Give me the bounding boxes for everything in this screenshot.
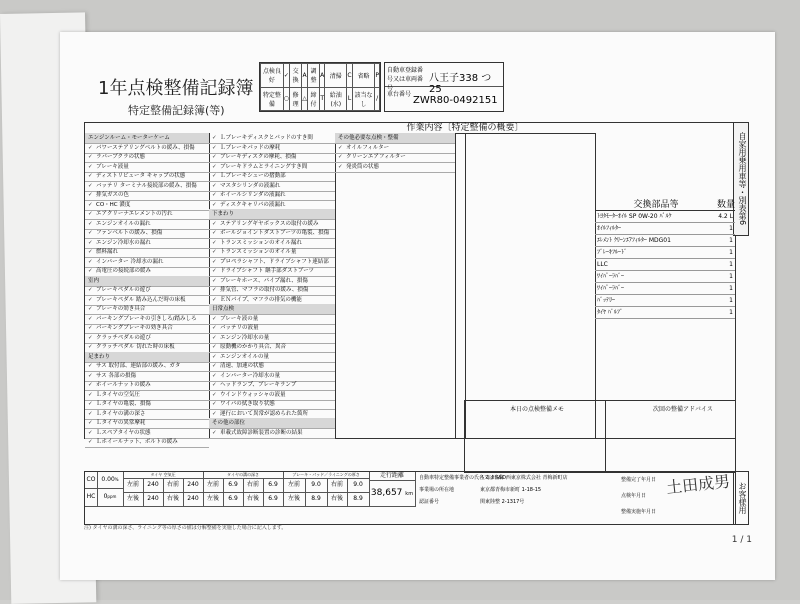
part-qty: 1 xyxy=(729,247,733,258)
memo-today-label: 本日の点検整備メモ xyxy=(510,404,564,413)
tire-lf-pressure: 240 xyxy=(143,478,164,493)
check-mark-icon: ✓ xyxy=(88,219,94,229)
tire-rr-pressure: 240 xyxy=(183,492,204,507)
legend-symbol: ○ xyxy=(283,87,289,111)
part-qty: 1 xyxy=(729,271,733,282)
check-mark-icon: ✓ xyxy=(88,228,94,238)
check-mark-icon: ✓ xyxy=(88,238,94,248)
legend-term: 調整 xyxy=(307,64,319,88)
check-item: ✓ Ｌブレーキパッドの摩耗 xyxy=(209,143,335,154)
check-item: ✓ ブレーキ液量 xyxy=(85,162,209,173)
check-mark-icon: ✓ xyxy=(88,437,94,447)
check-mark-icon: ✓ xyxy=(212,228,218,238)
legend-term: 交換 xyxy=(289,64,301,88)
check-item: ✓ 高電圧の接続部の緩み xyxy=(85,266,209,277)
check-item: ✓ 運行において異常が認められた箇所 xyxy=(209,409,335,420)
chassis-number: ZWR80-0492151 xyxy=(413,95,498,106)
part-qty: 1 xyxy=(729,223,733,234)
check-mark-icon: ✓ xyxy=(88,152,94,162)
check-item: ✓ Ｌブレーキディスクとパッドのすき間 xyxy=(209,133,335,144)
co-value: 0.00% xyxy=(97,472,124,489)
shop-address: 東京都青梅市新町 1-18-15 xyxy=(480,486,541,493)
check-item: ✓ Ｌスペアタイヤの状態 xyxy=(85,428,209,439)
check-mark-icon: ✓ xyxy=(212,162,218,172)
legend-term: 修理 xyxy=(289,87,301,111)
tire-rr-label: 右後 xyxy=(163,492,184,507)
check-item: ✓ ラバーブクラの状態 xyxy=(85,152,209,163)
memo-next-label: 次回の整備アドバイス xyxy=(653,404,713,413)
part-name: ﾜｲﾊﾟｰﾗﾊﾞｰ xyxy=(597,271,624,282)
legend-symbol: L xyxy=(347,87,352,111)
col-brakes xyxy=(209,133,336,438)
parts-table xyxy=(595,197,735,319)
check-mark-icon: ✓ xyxy=(212,285,218,295)
part-name: ﾜｲﾊﾟｰﾗﾊﾞｰ xyxy=(597,283,624,294)
part-qty: 1 xyxy=(729,283,733,294)
check-item: ✓ Ｌタイヤの異常摩耗 xyxy=(85,418,209,429)
depth-lf-label: 左前 xyxy=(203,478,224,493)
check-mark-icon: ✓ xyxy=(88,342,94,352)
part-name: ﾄﾖﾀﾓｰﾀｰｵｲﾙ SP 0W-20 ﾊﾟﾙｸ xyxy=(597,211,671,222)
check-item: ✓ ブレーキホース、パイプ漏れ、損傷 xyxy=(209,276,335,287)
shop-addr-label: 事業場の所在地 xyxy=(419,486,454,493)
check-item: ✓ ブレーキドラムとライニングすき間 xyxy=(209,162,335,173)
legend-term: 給油(水) xyxy=(325,87,347,111)
check-mark-icon: ✓ xyxy=(338,143,344,153)
brake-lf-label: 左前 xyxy=(283,478,306,493)
check-item: ✓ ホイールシリンダの液漏れ xyxy=(209,190,335,201)
check-mark-icon: ✓ xyxy=(88,143,94,153)
part-qty: 4.2 L xyxy=(718,211,733,222)
tire-lr-label: 左後 xyxy=(123,492,144,507)
check-mark-icon: ✓ xyxy=(88,409,94,419)
check-item: ✓ ステアリングギヤボックスの取付の緩み xyxy=(209,219,335,230)
page-subtitle: 特定整備記録簿(等) xyxy=(128,102,225,118)
brake-rr: 8.9 xyxy=(347,492,370,507)
parts-header: 交換部品等 xyxy=(595,197,717,210)
part-row xyxy=(595,223,735,235)
check-mark-icon: ✓ xyxy=(212,361,218,371)
legend-symbol: A xyxy=(320,64,325,88)
check-mark-icon: ✓ xyxy=(212,276,218,286)
check-item: ✓ ドライブシャフト 継手部ダストブーツ xyxy=(209,266,335,277)
check-item: ✓ トランスミッションのオイル量 xyxy=(209,247,335,258)
completion-date-label: 整備完了年月日 xyxy=(621,476,656,483)
brake-lr: 8.9 xyxy=(305,492,328,507)
check-mark-icon: ✓ xyxy=(212,219,218,229)
check-mark-icon: ✓ xyxy=(88,371,94,381)
legend-term: 特定整備 xyxy=(261,87,284,111)
check-item: ✓ ファンベルトの緩み、損傷 xyxy=(85,228,209,239)
check-mark-icon: ✓ xyxy=(88,333,94,343)
brake-rr-label: 右後 xyxy=(327,492,348,507)
check-item: ✓ ブレーキ液の量 xyxy=(209,314,335,325)
check-mark-icon: ✓ xyxy=(88,162,94,172)
part-row xyxy=(595,307,735,319)
legend-symbol: C xyxy=(347,64,352,88)
check-mark-icon: ✓ xyxy=(88,390,94,400)
check-item: ✓ CO・HC 濃度 xyxy=(85,200,209,211)
check-mark-icon: ✓ xyxy=(212,428,218,438)
brake-rf: 9.0 xyxy=(347,478,370,493)
check-mark-icon: ✓ xyxy=(88,209,94,219)
part-qty: 1 xyxy=(729,259,733,270)
check-mark-icon: ✓ xyxy=(88,200,94,210)
part-name: ｵｲﾙﾌｨﾙﾀｰ xyxy=(597,223,621,234)
legend-symbol: ✓ xyxy=(283,64,289,88)
check-item: ✓ クリーンエアフィルター xyxy=(335,152,455,163)
check-mark-icon: ✓ xyxy=(88,181,94,191)
col-engine xyxy=(85,133,210,438)
brake-lf: 9.0 xyxy=(305,478,328,493)
check-mark-icon: ✓ xyxy=(88,304,94,314)
reg-label: 自動車登録番号又は車両番号 xyxy=(387,65,423,92)
part-qty: 1 xyxy=(729,235,733,246)
part-row xyxy=(595,247,735,259)
depth-lr: 6.9 xyxy=(223,492,244,507)
check-mark-icon: ✓ xyxy=(212,295,218,305)
check-mark-icon: ✓ xyxy=(212,352,218,362)
check-mark-icon: ✓ xyxy=(88,257,94,267)
part-row xyxy=(595,211,735,223)
inspection-date-label: 点検年月日 xyxy=(621,492,646,499)
check-mark-icon: ✓ xyxy=(88,190,94,200)
check-item: ✓ ホイールナットの緩み xyxy=(85,380,209,391)
check-item: ✓ エンジンオイルの量 xyxy=(209,352,335,363)
depth-lf: 6.9 xyxy=(223,478,244,493)
legend-symbol: A xyxy=(302,64,308,88)
check-mark-icon: ✓ xyxy=(212,133,218,143)
check-mark-icon: ✓ xyxy=(212,399,218,409)
part-row xyxy=(595,295,735,307)
section-header: 日常点検 xyxy=(209,304,335,315)
part-row xyxy=(595,283,735,295)
check-item: ✓ エンジン冷却水の量 xyxy=(209,333,335,344)
check-item: ✓ ブレーキペダル 踏み込んだ時の床板 xyxy=(85,295,209,306)
check-item: ✓ クラッチペダル 切れた時の床板 xyxy=(85,342,209,353)
check-mark-icon: ✓ xyxy=(212,171,218,181)
legend-term: 省略 xyxy=(352,64,375,88)
section-header: 下まわり xyxy=(209,209,335,220)
legend-symbol: △ xyxy=(302,87,308,111)
check-mark-icon: ✓ xyxy=(212,257,218,267)
page-title: 1年点検整備記録簿 xyxy=(98,74,253,100)
legend-symbol: T xyxy=(320,87,325,111)
check-item: ✓ インバーター冷却水の量 xyxy=(209,371,335,382)
check-item: ✓ ディスクキャリパの液漏れ xyxy=(209,200,335,211)
check-item: ✓ ＥＮパイプ、マフラの排気の機能 xyxy=(209,295,335,306)
cert-number: 関東陸整 2-1317号 xyxy=(480,498,524,505)
check-item: ✓ インバーター 冷却水の漏れ xyxy=(85,257,209,268)
symbol-legend xyxy=(259,62,381,112)
check-mark-icon: ✓ xyxy=(212,266,218,276)
check-item: ✓ エンジン冷却水の漏れ xyxy=(85,238,209,249)
check-item: ✓ 車載式故障診断装置の診断の結果 xyxy=(209,428,335,439)
tire-lf-label: 左前 xyxy=(123,478,144,493)
check-item: ✓ ボールジョイントダストブーツの亀裂、損傷 xyxy=(209,228,335,239)
hc-label: HC xyxy=(85,488,98,507)
memo-box xyxy=(464,400,736,473)
footnote: 注) タイヤの溝の深さ、ライニング等の厚さの値は分解整備を実施した場合に記入します。 xyxy=(84,524,286,531)
check-mark-icon: ✓ xyxy=(88,266,94,276)
check-mark-icon: ✓ xyxy=(88,380,94,390)
part-name: ｴﾚﾒﾝﾄ ｸﾘｰﾝｴｱﾌｨﾙﾀｰ MDG01 xyxy=(597,235,671,246)
check-mark-icon: ✓ xyxy=(212,190,218,200)
part-qty: 1 xyxy=(729,295,733,306)
check-item: ✓ サス 取付部、連結部の緩み、ガタ xyxy=(85,361,209,372)
check-item: ✓ Ｌタイヤの溝の深さ xyxy=(85,409,209,420)
check-item: ✓ プロペラシャフト、ドライブシャフト連結部 xyxy=(209,257,335,268)
part-name: ﾊﾞｯﾃﾘｰ xyxy=(597,295,615,306)
check-mark-icon: ✓ xyxy=(88,247,94,257)
check-mark-icon: ✓ xyxy=(88,361,94,371)
section-header: エンジンルーム・モーターケーム xyxy=(85,133,209,144)
check-mark-icon: ✓ xyxy=(88,314,94,324)
section-header: 足まわり xyxy=(85,352,209,363)
check-item: ✓ 清速、加速の状態 xyxy=(209,361,335,372)
odometer-value: 38,657 km xyxy=(369,480,416,507)
check-mark-icon: ✓ xyxy=(88,323,94,333)
check-item: ✓ Ｌタイヤの空気圧 xyxy=(85,390,209,401)
check-item: ✓ マスタシリンダの液漏れ xyxy=(209,181,335,192)
check-mark-icon: ✓ xyxy=(88,428,94,438)
chassis-label: 車台番号 xyxy=(387,89,411,98)
check-mark-icon: ✓ xyxy=(212,238,218,248)
check-item: ✓ Ｌホイールナット、ボルトの緩み xyxy=(85,437,209,448)
signature: 土田成男 xyxy=(665,469,731,499)
check-item: ✓ エアクリーナエレメントの汚れ xyxy=(85,209,209,220)
depth-rr-label: 右後 xyxy=(243,492,264,507)
check-item: ✓ サス 各部の損傷 xyxy=(85,371,209,382)
part-name: ﾌﾞﾚｰｷﾌﾙｰﾄﾞ xyxy=(597,247,627,258)
registration-box xyxy=(384,62,504,112)
brake-lr-label: 左後 xyxy=(283,492,306,507)
check-item: ✓ ブレーキの効き具合 xyxy=(85,304,209,315)
shop-label: 自動車特定整備事業者の氏名又は名称 xyxy=(419,474,504,481)
check-item: ✓ 排気ガスの色 xyxy=(85,190,209,201)
customer-copy-label: お客様用 xyxy=(733,471,749,525)
check-mark-icon: ✓ xyxy=(212,181,218,191)
check-item: ✓ ブレーキペダルの遊び xyxy=(85,285,209,296)
check-item: ✓ ディストリビュータ キャップの状態 xyxy=(85,171,209,182)
part-name: LLC xyxy=(597,259,608,270)
service-date-label: 整備実施年月日 xyxy=(621,508,656,515)
check-mark-icon: ✓ xyxy=(212,371,218,381)
depth-rr: 6.9 xyxy=(263,492,284,507)
legend-term: 清掃 xyxy=(325,64,347,88)
part-row xyxy=(595,271,735,283)
depth-rf: 6.9 xyxy=(263,478,284,493)
check-item: ✓ 発炎筒の状態 xyxy=(335,162,455,173)
check-mark-icon: ✓ xyxy=(212,409,218,419)
check-mark-icon: ✓ xyxy=(212,247,218,257)
check-item: ✓ エンジンオイルの漏れ xyxy=(85,219,209,230)
check-mark-icon: ✓ xyxy=(212,143,218,153)
cert-label: 認証番号 xyxy=(419,498,439,505)
legend-symbol: / xyxy=(375,87,380,111)
legend-symbol: P xyxy=(375,64,380,88)
col-other xyxy=(335,133,456,438)
qty-header: 数量 xyxy=(717,197,735,210)
check-item: ✓ パーキングブレーキの効き具合 xyxy=(85,323,209,334)
reg-number: 八王子338 つ 25 xyxy=(429,69,503,95)
check-mark-icon: ✓ xyxy=(212,200,218,210)
check-mark-icon: ✓ xyxy=(338,162,344,172)
work-header: 作業内容〔特定整備の概要〕 xyxy=(335,123,595,134)
check-mark-icon: ✓ xyxy=(338,152,344,162)
depth-rf-label: 右前 xyxy=(243,478,264,493)
section-header: その他の部位 xyxy=(209,418,335,429)
part-name: ﾀｲﾔ ﾊﾞﾙﾌﾞ xyxy=(597,307,623,318)
check-mark-icon: ✓ xyxy=(212,333,218,343)
check-mark-icon: ✓ xyxy=(88,171,94,181)
co-label: CO xyxy=(85,472,98,489)
check-mark-icon: ✓ xyxy=(212,380,218,390)
check-mark-icon: ✓ xyxy=(88,285,94,295)
legend-term: 点検良好 xyxy=(261,64,284,88)
tire-lr-pressure: 240 xyxy=(143,492,164,507)
tire-pressure-label: タイヤ 空気圧 xyxy=(123,472,204,479)
hc-value: 0ppm xyxy=(97,488,124,507)
check-item: ✓ ウインドウォッシャの液量 xyxy=(209,390,335,401)
tire-rf-pressure: 240 xyxy=(183,478,204,493)
check-mark-icon: ✓ xyxy=(88,399,94,409)
check-item: ✓ ヘッドランプ、ブレーキランプ xyxy=(209,380,335,391)
check-item: ✓ Ｌブレーキシューの摺動部 xyxy=(209,171,335,182)
check-item: ✓ Ｌタイヤの亀裂、損傷 xyxy=(85,399,209,410)
check-item: ✓ 原動機のかかり具合、異音 xyxy=(209,342,335,353)
measurement-box xyxy=(84,471,736,525)
check-item: ✓ 排気管、マフラの取付の緩み、損傷 xyxy=(209,285,335,296)
check-item: ✓ パワーステアリングベルトの緩み、損傷 xyxy=(85,143,209,154)
section-header: 室内 xyxy=(85,276,209,287)
check-item: ✓ 燃料漏れ xyxy=(85,247,209,258)
check-mark-icon: ✓ xyxy=(212,342,218,352)
part-row xyxy=(595,235,735,247)
shop-name: トヨタS&D西東京株式会社 青梅新町店 xyxy=(480,474,568,481)
check-mark-icon: ✓ xyxy=(88,418,94,428)
brake-rf-label: 右前 xyxy=(327,478,348,493)
check-item: ✓ ブレーキディスクの摩耗、損傷 xyxy=(209,152,335,163)
check-item: ✓ パーキングブレーキの引きしろ/踏みしろ xyxy=(85,314,209,325)
odometer-label: 走行距離 xyxy=(369,472,416,481)
check-item: ✓ トランスミッションのオイル漏れ xyxy=(209,238,335,249)
legend-term: 該当なし xyxy=(352,87,375,111)
check-mark-icon: ✓ xyxy=(212,390,218,400)
check-mark-icon: ✓ xyxy=(212,152,218,162)
check-item: ✓ バッテリ ターミナル接続部の緩み、損傷 xyxy=(85,181,209,192)
part-row xyxy=(595,259,735,271)
check-mark-icon: ✓ xyxy=(212,314,218,324)
check-item: ✓ バッテリの液量 xyxy=(209,323,335,334)
depth-lr-label: 左後 xyxy=(203,492,224,507)
tire-rf-label: 右前 xyxy=(163,478,184,493)
section-header: その他必要な点検・整備 xyxy=(335,133,455,144)
check-mark-icon: ✓ xyxy=(212,323,218,333)
part-qty: 1 xyxy=(729,307,733,318)
brake-label: ブレーキ・パッド／ライニングの厚さ xyxy=(283,472,370,479)
check-item: ✓ ワイパの拭き取り状態 xyxy=(209,399,335,410)
vehicle-category: 自家用乗用車等・別表第6 xyxy=(733,122,749,236)
tire-depth-label: タイヤの溝の深さ xyxy=(203,472,284,479)
check-mark-icon: ✓ xyxy=(88,295,94,305)
check-item: ✓ オイルフィルター xyxy=(335,143,455,154)
page-number: 1 / 1 xyxy=(732,535,752,545)
legend-term: 締付 xyxy=(307,87,319,111)
check-item: ✓ クラッチペダルの遊び xyxy=(85,333,209,344)
